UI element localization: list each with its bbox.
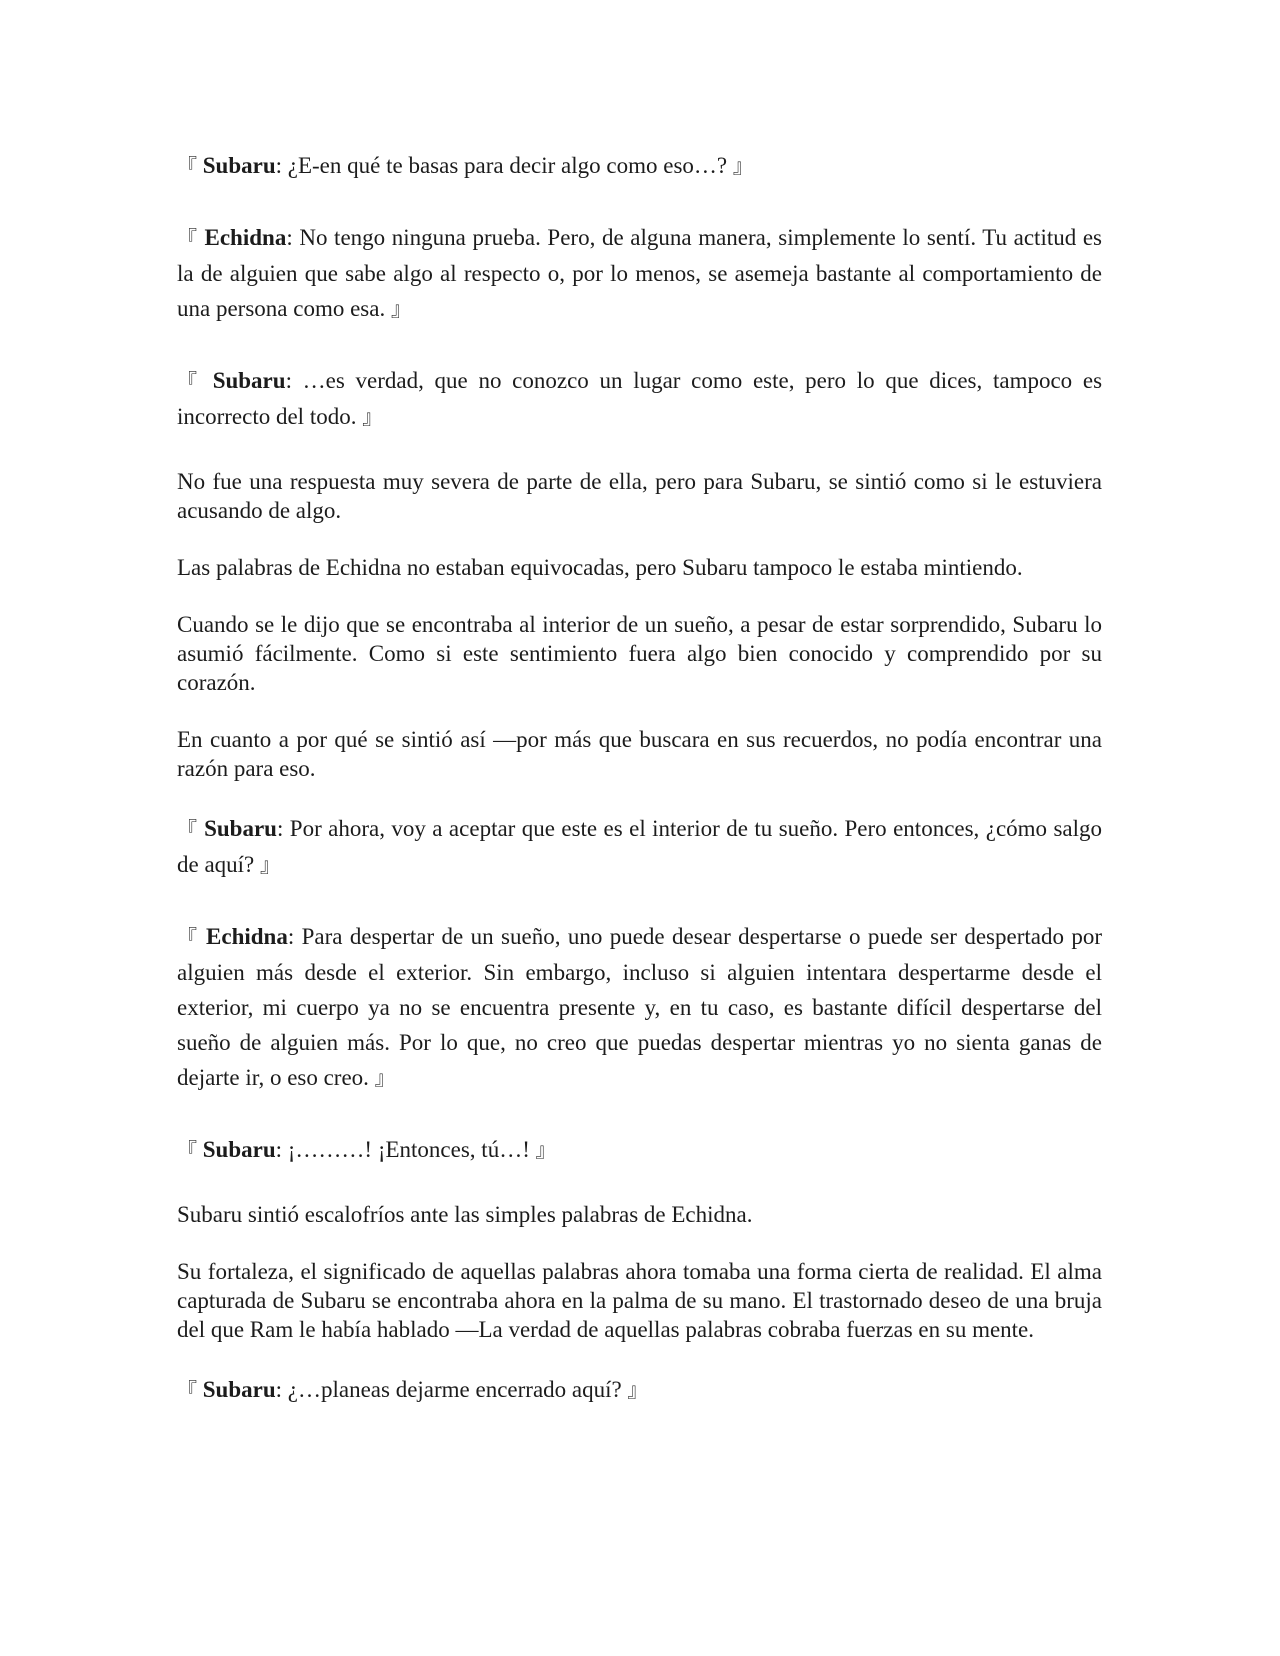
dialogue-paragraph [177,363,1102,435]
narration-paragraph: En cuanto a por qué se sintió así —por más que buscara en sus recuerdos, no podía encontrar una razón para eso. [177,727,1102,781]
opening-quote-bracket: 『 [177,1378,197,1402]
closing-quote-bracket: 』 [627,1378,648,1402]
opening-quote-bracket: 『 [177,369,202,393]
dialogue-paragraph [177,220,1102,327]
narration-paragraph: Subaru sintió escalofríos ante las simples palabras de Echidna. [177,1202,753,1227]
narration-paragraph: Su fortaleza, el significado de aquellas palabras ahora tomaba una forma cierta de realidad. El alma capturada de Subaru se encontraba ahora en la palma de su mano. El trastornado deseo de una bruja del que Ram le había hablado —La verdad de aquellas palabras cobraba fuerzas en su mente. [177,1259,1102,1342]
speaker-name: Subaru [202,153,276,178]
closing-quote-bracket: 』 [374,1066,395,1090]
narration-paragraph: Las palabras de Echidna no estaban equivocadas, pero Subaru tampoco le estaba mintiendo. [177,555,1023,580]
speaker-name: Subaru [202,1377,276,1402]
speaker-name: Echidna [204,225,287,250]
speaker-name: Subaru [202,1137,276,1162]
closing-quote-bracket: 』 [260,853,281,877]
document-body [177,148,1102,1408]
dialogue-paragraph [177,919,1102,1096]
dialogue-paragraph [177,1372,1102,1408]
closing-quote-bracket: 』 [362,405,383,429]
speaker-name: Echidna [206,924,288,949]
opening-quote-bracket: 『 [177,817,198,841]
opening-quote-bracket: 『 [177,925,199,949]
dialogue-text: : ¿…planeas dejarme encerrado aquí? [275,1377,628,1402]
dialogue-paragraph [177,811,1102,883]
dialogue-text: : …es verdad, que no conozco un lugar como este, pero lo que dices, tampoco es incorrecto del todo. [177,368,1103,429]
dialogue-paragraph [177,1132,1102,1168]
narration-paragraph: Cuando se le dijo que se encontraba al interior de un sueño, a pesar de estar sorprendido, Subaru lo asumió fácilmente. Como si este sentimiento fuera algo bien conocido y comprendido por su corazón. [177,612,1102,695]
narration-paragraph: No fue una respuesta muy severa de parte de ella, pero para Subaru, se sintió como si le estuviera acusando de algo. [177,469,1102,523]
closing-quote-bracket: 』 [732,154,753,178]
dialogue-text: : ¿E-en qué te basas para decir algo como eso…? [275,153,733,178]
opening-quote-bracket: 『 [177,226,198,250]
dialogue-text: : No tengo ninguna prueba. Pero, de alguna manera, simplemente lo sentí. Tu actitud es la de alguien que sabe algo al respecto o, por lo menos, se asemeja bastante al comportamiento de una persona como esa. [177,225,1103,321]
closing-quote-bracket: 』 [390,297,411,321]
dialogue-text: : ¡………! ¡Entonces, tú…! [275,1137,536,1162]
speaker-name: Subaru [212,368,286,393]
speaker-name: Subaru [204,816,277,841]
opening-quote-bracket: 『 [177,1138,197,1162]
dialogue-text: : Por ahora, voy a aceptar que este es el interior de tu sueño. Pero entonces, ¿cómo salgo de aquí? [177,816,1103,877]
dialogue-paragraph [177,148,1102,184]
opening-quote-bracket: 『 [177,154,197,178]
closing-quote-bracket: 』 [535,1138,556,1162]
dialogue-text: : Para despertar de un sueño, uno puede desear despertarse o puede ser despertado por alguien más desde el exterior. Sin embargo, incluso si alguien intentara despertarme desde el exterior, mi cuerpo ya no se encuentra presente y, en tu caso, es bastante difícil despertarse del sueño de alguien más. Por lo que, no creo que puedas despertar mientras yo no sienta ganas de dejarte ir, o eso creo. [177,924,1103,1090]
